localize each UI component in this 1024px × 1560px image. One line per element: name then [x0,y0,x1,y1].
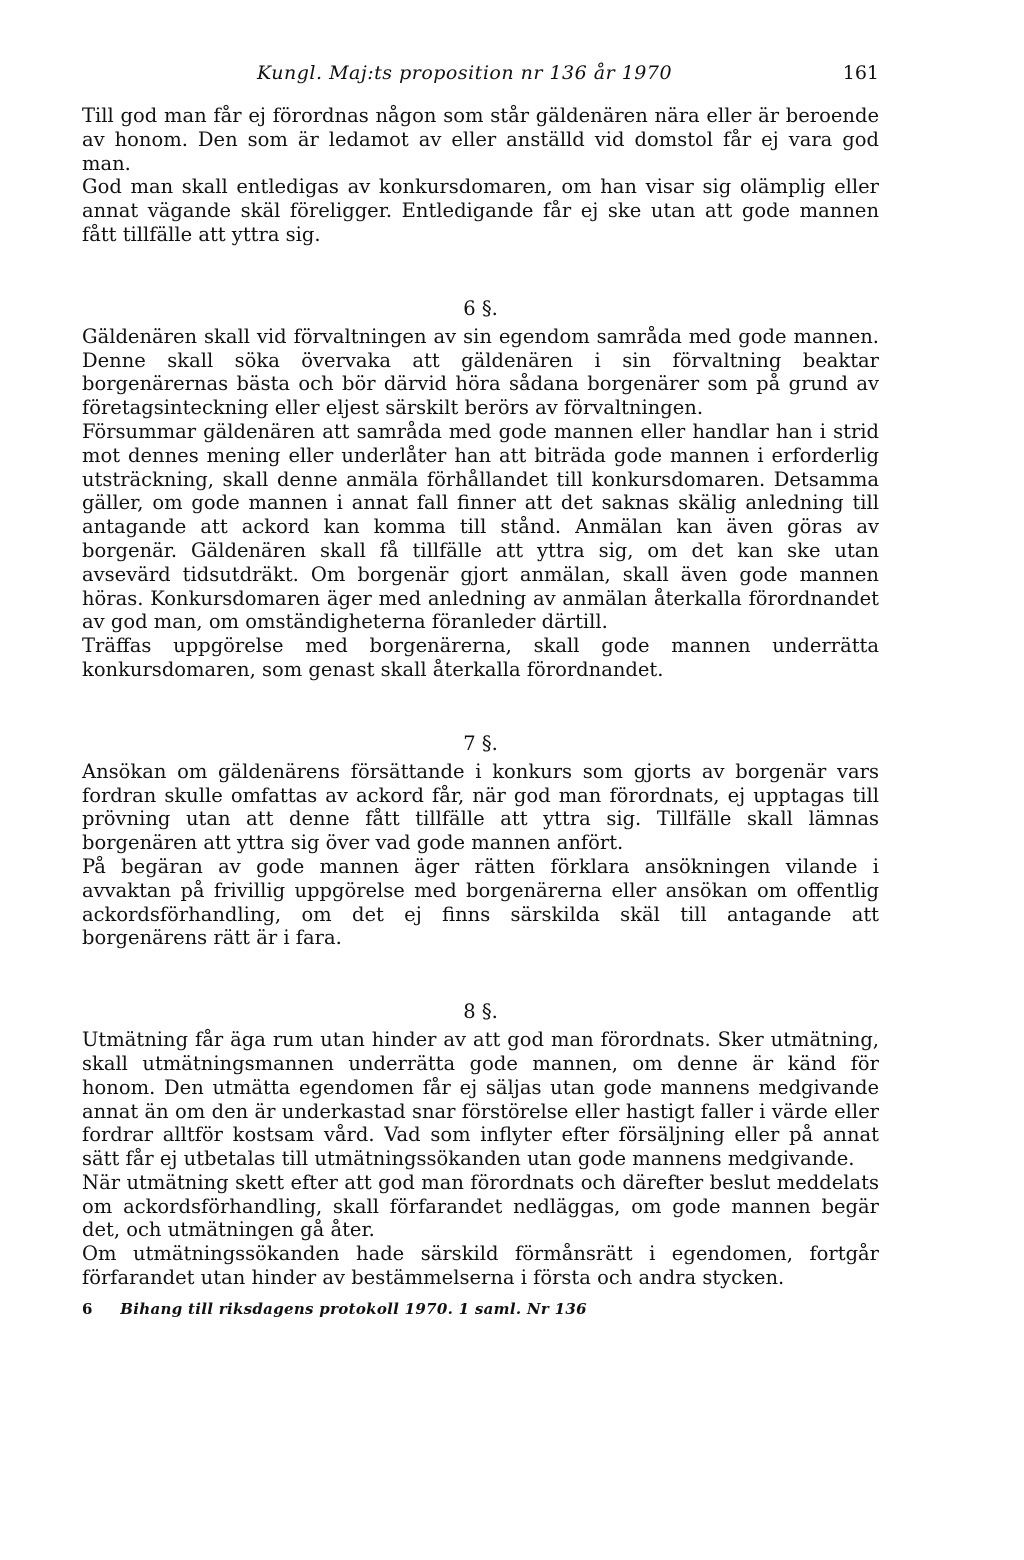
document-page [82,62,879,1318]
paragraph: Till god man får ej förordnas någon som står gäldenären nära eller är beroende av honom. Den som är ledamot av eller anställd vid domstol får ej vara god man. [82,104,879,175]
footer-number: 6 [82,1299,93,1318]
section-7 [82,732,879,950]
section-8 [82,1000,879,1290]
page-number: 161 [842,62,879,84]
paragraph: Om utmätningssökanden hade särskild förmånsrätt i egendomen, fortgår förfarandet utan hinder av bestämmelserna i första och andra stycken. [82,1242,879,1290]
running-header [82,62,879,92]
paragraph: När utmätning skett efter att god man förordnats och därefter beslut meddelats om ackordsförhandling, skall förfarandet nedläggas, om gode mannen begär det, och utmätningen gå åter. [82,1170,879,1242]
intro-section [82,104,879,247]
paragraph: Träffas uppgörelse med borgenärerna, skall gode mannen underrätta konkursdomaren, som genast skall återkalla förordnandet. [82,634,879,681]
paragraph: Utmätning får äga rum utan hinder av att god man förordnats. Sker utmätning, skall utmätningsmannen underrätta gode mannen, om denne är känd för honom. Den utmätta egendomen får ej säljas utan gode mannens medgivande annat än om den är underkastad snar förstörelse eller hastigt faller i värde eller fordrar alltför kostsam vård. Vad som inflyter efter försäljning eller på annat sätt får ej utbetalas till utmätningssökanden utan gode mannens medgivande. [82,1028,879,1171]
paragraph: Ansökan om gäldenärens försättande i konkurs som gjorts av borgenär vars fordran skulle omfattas av ackord får, när god man förordnats, ej upptagas till prövning utan att denne fått tillfälle att yttra sig. Tillfälle skall lämnas borgenären att yttra sig över vad gode mannen anfört. [82,759,879,855]
page-footer [82,1300,879,1318]
paragraph: God man skall entledigas av konkursdomaren, om han visar sig olämplig eller annat vägande skäl föreligger. Entledigande får ej ske utan att gode mannen fått tillfälle att yttra sig. [82,175,879,246]
section-6 [82,297,879,682]
section-heading: 8 §. [463,1000,498,1024]
paragraph: På begäran av gode mannen äger rätten förklara ansökningen vilande i avvaktan på frivillig uppgörelse med borgenärerna eller ansökan om offentlig ackordsförhandling, om det ej finns särskilda skäl till antagande att borgenärens rätt är i fara. [82,854,879,950]
paragraph: Gäldenären skall vid förvaltningen av sin egendom samråda med gode mannen. Denne skall söka övervaka att gäldenären i sin förvaltning beaktar borgenärernas bästa och bör därvid höra sådana borgenärer som på grund av företagsinteckning eller eljest särskilt berörs av förvaltningen. [82,324,879,420]
section-heading: 7 §. [463,731,498,755]
footer-text: Bihang till riksdagens protokoll 1970. 1 saml. Nr 136 [120,1299,587,1318]
paragraph: Försummar gäldenären att samråda med gode mannen eller handlar han i strid mot dennes mening eller underlåter han att biträda gode mannen i erforderlig utsträckning, skall denne anmäla förhållandet till konkursdomaren. Detsamma gäller, om gode mannen i annat fall finner att det saknas skälig anledning till antagande att ackord kan komma till stånd. Anmälan kan även göras av borgenär. Gäldenären skall få tillfälle att yttra sig, om det kan ske utan avsevärd tidsutdräkt. Om borgenär gjort anmälan, skall även gode mannen höras. Konkursdomaren äger med anledning av anmälan återkalla förordnandet av god man, om omständigheterna föranleder därtill. [82,419,879,634]
section-heading: 6 §. [463,296,498,320]
running-title: Kungl. Maj:ts proposition nr 136 år 1970 [257,62,673,84]
